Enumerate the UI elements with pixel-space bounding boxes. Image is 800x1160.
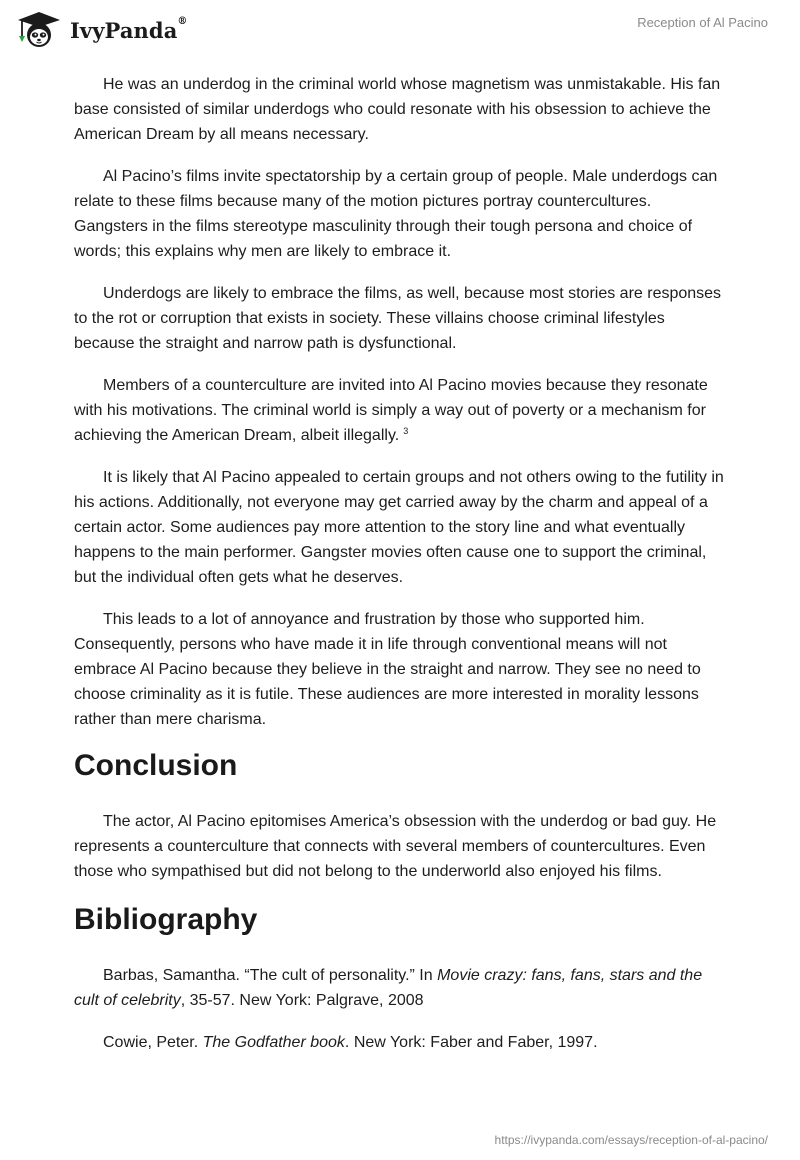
paragraph-with-footnote — [74, 373, 726, 448]
paragraph: This leads to a lot of annoyance and frustration by those who supported him. Consequently, persons who have made it in life through conventional means will not embrace Al Pacino because they believe in the straight and narrow. They see no need to choose criminality as it is futile. These audiences are more interested in morality lessons rather than mere charisma. — [74, 611, 701, 728]
footnote-reference[interactable]: 3 — [403, 426, 409, 436]
logo-text: IvyPanda® — [70, 15, 188, 43]
logo[interactable] — [14, 10, 188, 50]
bibliography-heading: Bibliography — [74, 903, 258, 936]
paragraph: Underdogs are likely to embrace the films, as well, because most stories are responses to the rot or corruption that exists in society. These villains choose criminal lifestyles because the straight and narrow path is dysfunctional. — [74, 285, 722, 352]
paragraph: It is likely that Al Pacino appealed to certain groups and not others owing to the futility in his actions. Additionally, not everyone may get carried away by the charm and appeal of a certain actor. Some audiences pay more attention to the story line and what eventually happens to the main performer. Gangster movies often cause one to support the criminal, but the individual often gets what he deserves. — [74, 469, 724, 586]
bibliography-title: Movie crazy: fans, fans, stars and the cult of celebrity — [74, 967, 703, 1009]
panda-graduate-icon — [14, 10, 64, 50]
conclusion-heading: Conclusion — [74, 749, 238, 782]
page-header — [0, 0, 800, 62]
source-url[interactable]: https://ivypanda.com/essays/reception-of-al-pacino/ — [494, 1133, 768, 1147]
conclusion-paragraph: The actor, Al Pacino epitomises America’s obsession with the underdog or bad guy. He represents a counterculture that connects with several members of countercultures. Even those who sympathised but did not belong to the underworld also enjoyed his films. — [74, 813, 717, 880]
bibliography-title: The Godfather book — [202, 1034, 345, 1051]
paragraph: He was an underdog in the criminal world whose magnetism was unmistakable. His fan base consisted of similar underdogs who could resonate with his obsession to achieve the American Dream by all means necessary. — [74, 76, 721, 143]
paragraph: Al Pacino’s films invite spectatorship by a certain group of people. Male underdogs can relate to these films because many of the motion pictures portray countercultures. Gangsters in the films stereotype masculinity through their tough persona and choice of words; this explains why men are likely to embrace it. — [74, 168, 718, 260]
bibliography-entry: Cowie, Peter. The Godfather book. New York: Faber and Faber, 1997. — [103, 1034, 598, 1051]
bibliography-entry: Barbas, Samantha. “The cult of personality.” In Movie crazy: fans, fans, stars and the cult of celebrity, 35-57. New York: Palgrave, 2008 — [74, 967, 703, 1009]
registered-mark: ® — [177, 15, 188, 27]
essay-body — [74, 72, 726, 1072]
document-title: Reception of Al Pacino — [637, 15, 768, 30]
paragraph-text: Members of a counterculture are invited into Al Pacino movies because they resonate with his motivations. The criminal world is simply a way out of poverty or a mechanism for achieving the American Dream, albeit illegally. — [74, 377, 708, 444]
